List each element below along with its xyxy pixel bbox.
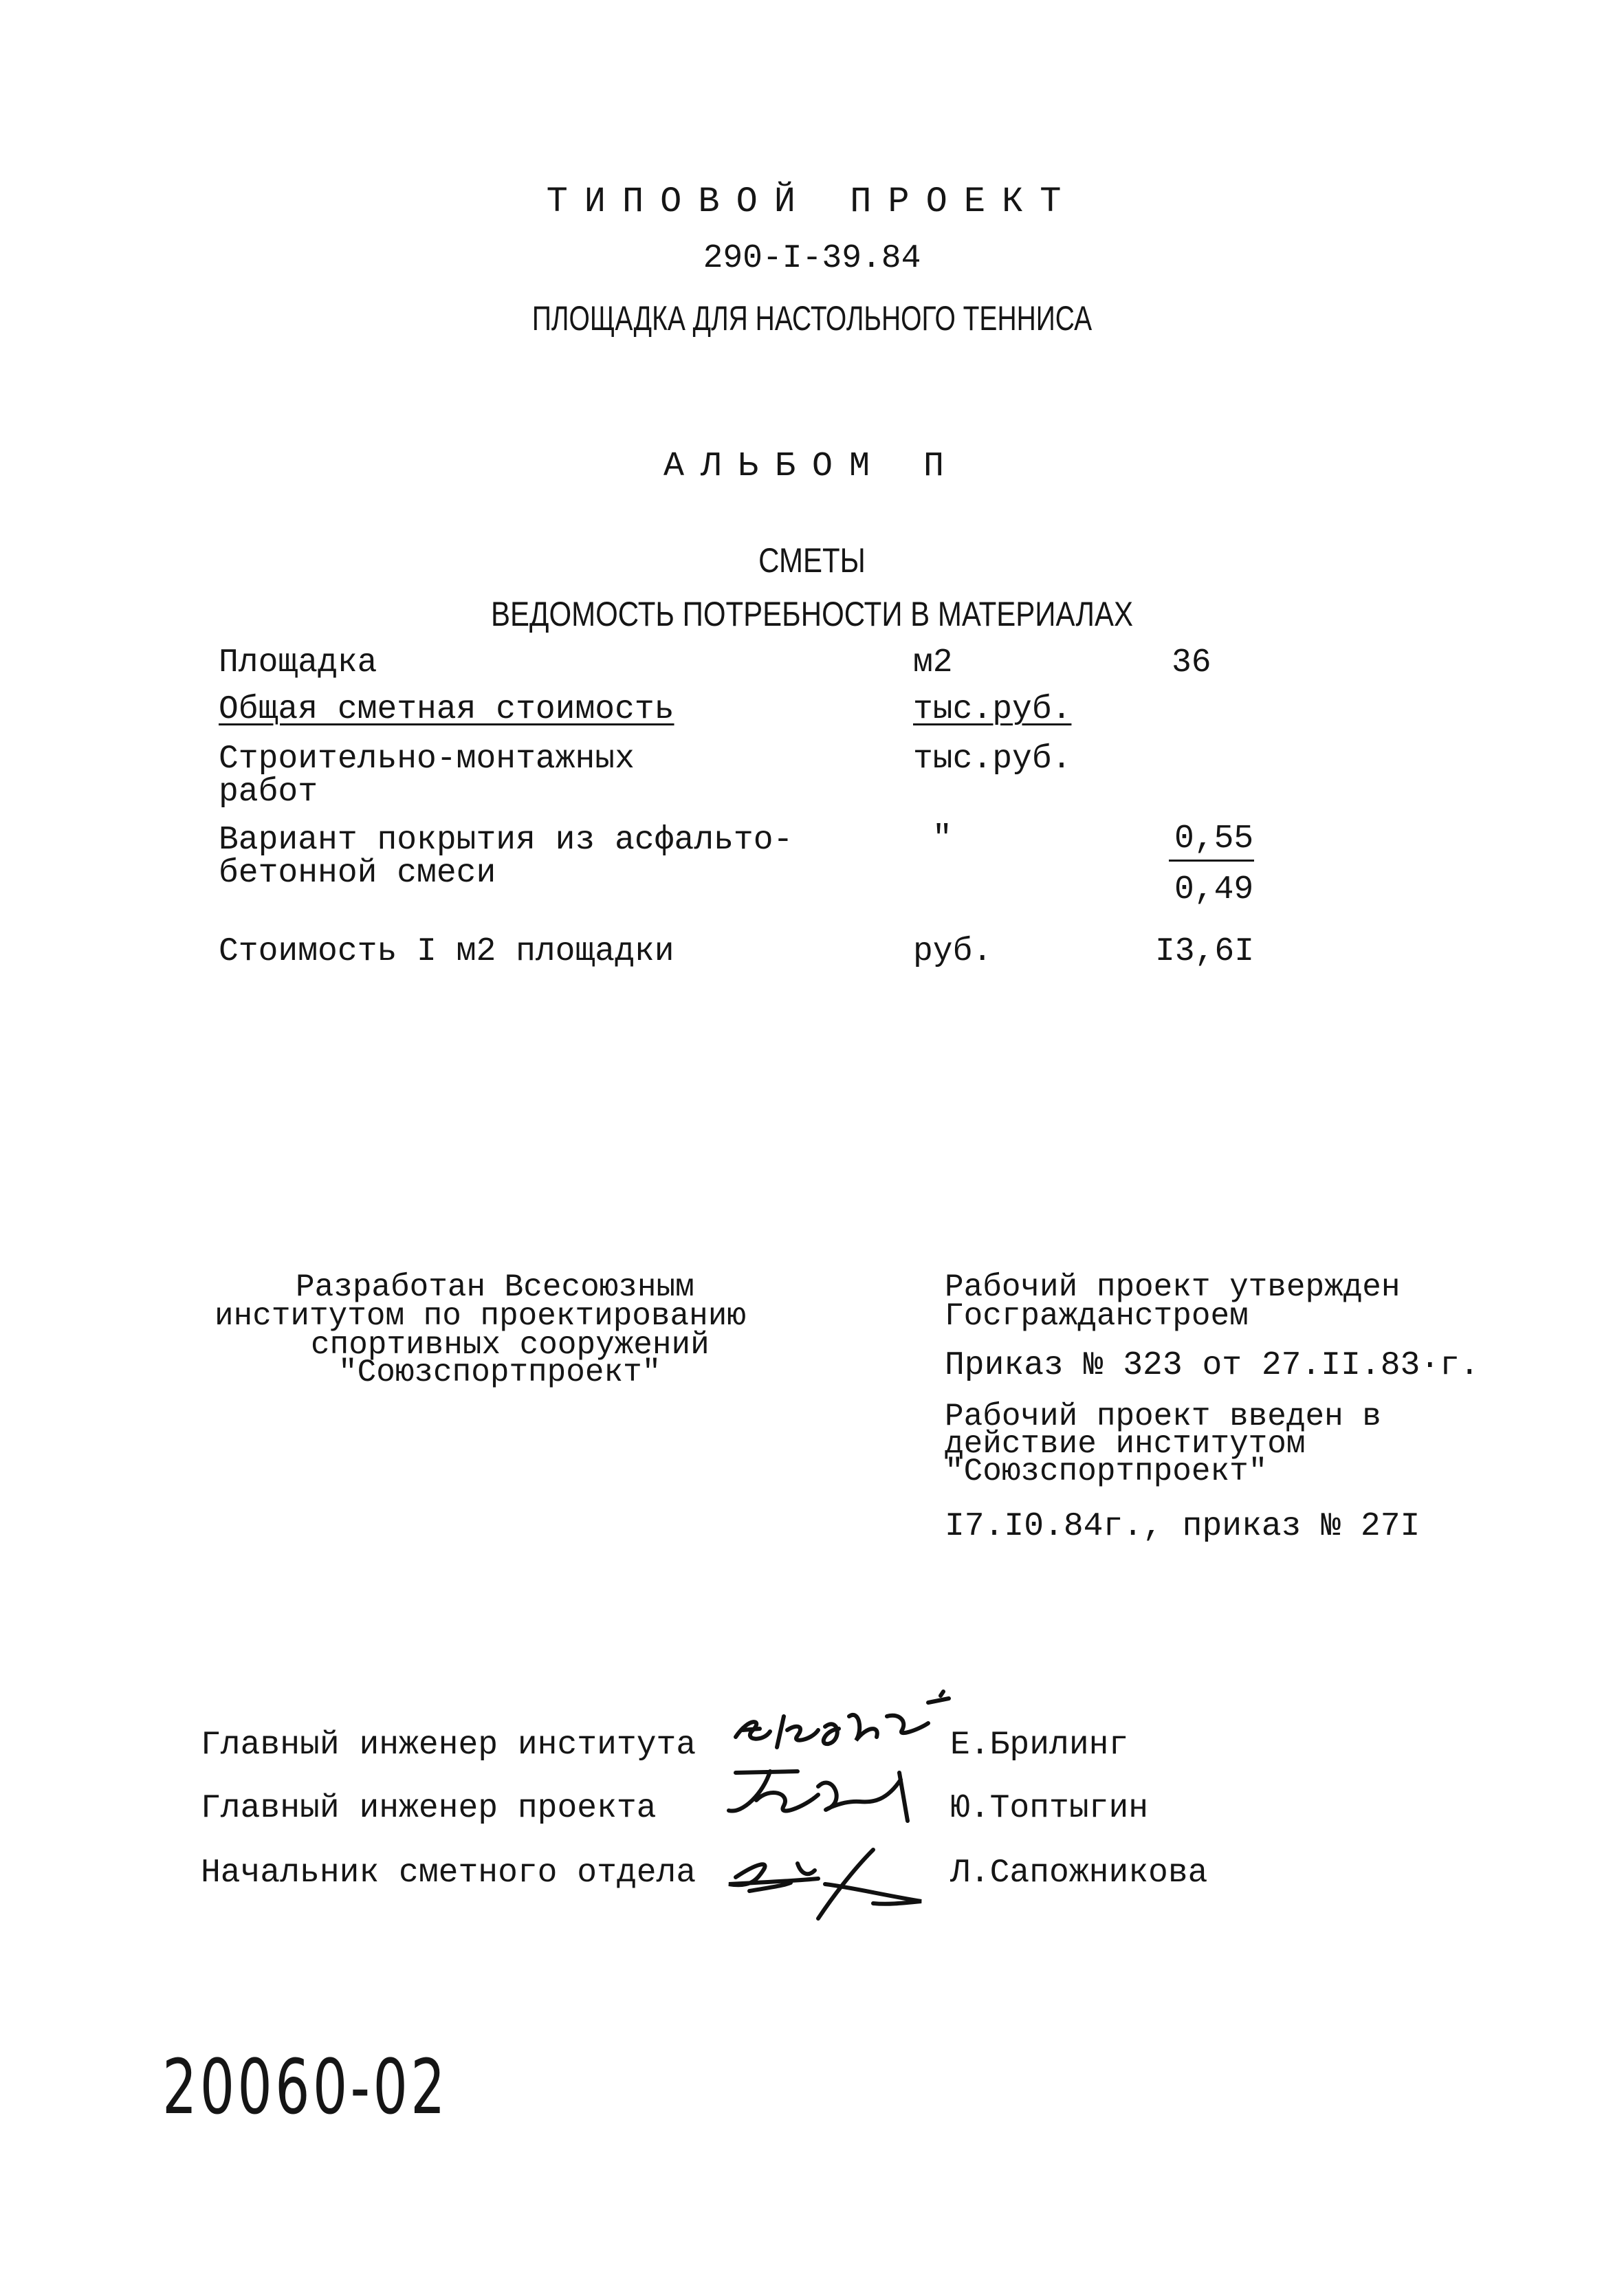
row-value-top: 0,55 xyxy=(1174,820,1254,857)
signature-name: Ю.Топтыгин xyxy=(950,1790,1149,1827)
album-title: АЛЬБОМ П xyxy=(663,447,961,486)
approval-line: Госгражданстроем xyxy=(945,1298,1249,1334)
row-label-line1: Вариант покрытия из асфальто- xyxy=(219,822,793,859)
signature-mark xyxy=(715,1822,949,1925)
signature-role: Начальник сметного отдела xyxy=(201,1855,696,1892)
inventory-number-stamp: 20060-02 xyxy=(162,2043,448,2131)
row-label-line2: работ xyxy=(219,774,318,811)
row-unit: м2 xyxy=(913,644,953,681)
row-unit-ditto: " xyxy=(932,820,952,857)
fraction-divider xyxy=(1169,860,1254,862)
row-unit: тыс.руб. xyxy=(913,741,1072,778)
section-title: СМЕТЫ xyxy=(758,541,866,580)
row-label: Площадка xyxy=(219,644,377,681)
approval-line: действие институтом xyxy=(945,1426,1306,1462)
approval-line: Рабочий проект введен в xyxy=(945,1399,1381,1434)
row-unit: руб. xyxy=(913,933,993,970)
developer-line: институтом по проектированию xyxy=(215,1298,746,1334)
document-type-title: ТИПОВОЙ ПРОЕКТ xyxy=(546,182,1078,222)
signature-name: Л.Сапожникова xyxy=(950,1855,1208,1892)
row-label-line1: Строительно-монтажных xyxy=(219,741,635,778)
approval-order: Приказ № 323 от 27.II.83·г. xyxy=(945,1347,1480,1384)
row-label: Стоимость I м2 площадки xyxy=(219,933,674,970)
row-value-bottom: 0,49 xyxy=(1174,871,1254,908)
signature-role: Главный инженер института xyxy=(201,1727,696,1764)
approval-line: Рабочий проект утвержден xyxy=(945,1269,1401,1305)
row-label-line2: бетонной смеси xyxy=(219,855,496,892)
project-code: 290-I-39.84 xyxy=(703,240,921,277)
developer-line: "Союзспортпроект" xyxy=(338,1355,661,1390)
approval-line: I7.I0.84г., приказ № 27I xyxy=(945,1508,1420,1545)
project-name: ПЛОЩАДКА ДЛЯ НАСТОЛЬНОГО ТЕННИСА xyxy=(531,299,1093,338)
subsection-title: ВЕДОМОСТЬ ПОТРЕБНОСТИ В МАТЕРИАЛАХ xyxy=(491,595,1133,633)
signature-name: Е.Брилинг xyxy=(950,1727,1129,1764)
row-value: 36 xyxy=(1172,644,1211,681)
approval-line: "Союзспортпроект" xyxy=(945,1454,1268,1489)
developer-line: спортивных сооружений xyxy=(311,1327,710,1363)
row-label: Общая сметная стоимость xyxy=(219,691,674,728)
developer-line: Разработан Всесоюзным xyxy=(296,1269,694,1305)
row-unit: тыс.руб. xyxy=(913,691,1072,728)
signature-role: Главный инженер проекта xyxy=(201,1790,657,1827)
row-value: I3,6I xyxy=(1155,933,1255,970)
